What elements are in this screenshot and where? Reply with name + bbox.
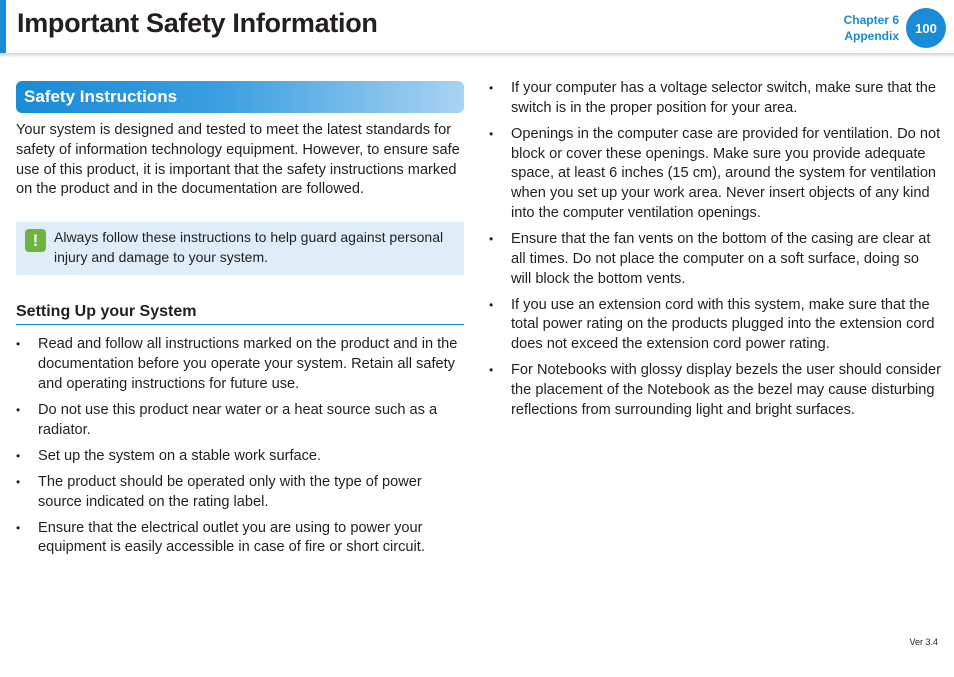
list-item: • Do not use this product near water or a heat source such as a radiator. [16, 401, 464, 441]
list-item: • If you use an extension cord with this system, make sure that the total power rating on the products plugged into the extension cord does not exceed the extension cord power rating. [489, 296, 941, 355]
header-divider [0, 53, 954, 58]
page-title: Important Safety Information [17, 8, 378, 38]
list-item: • Ensure that the electrical outlet you are using to power your equipment is easily accessible in case of fire or short circuit. [16, 519, 464, 559]
setup-list [16, 335, 464, 558]
exclamation-icon: ! [25, 229, 46, 252]
subsection-heading: Setting Up your System [16, 303, 464, 325]
chapter-number: Chapter 6 [843, 13, 899, 27]
note-text: Always follow these instructions to help guard against personal injury and damage to your system. [54, 229, 444, 265]
safety-list [489, 79, 941, 421]
version-label: Ver 3.4 [909, 637, 938, 647]
chapter-section: Appendix [844, 29, 899, 43]
intro-paragraph: Your system is designed and tested to meet the latest standards for safety of information technology equipment. However, to ensure safe use of this product, it is important that the safety instructions marked on the product and in the documentation are followed. [16, 122, 460, 198]
note-box [16, 222, 464, 275]
chapter-label [844, 12, 899, 44]
section-header [16, 81, 464, 113]
title-accent-bar [0, 0, 6, 53]
left-column [16, 81, 464, 564]
list-item: • Ensure that the fan vents on the bottom of the casing are clear at all times. Do not place the computer on a soft surface, doing so will block the bottom vents. [489, 230, 941, 289]
list-item: • The product should be operated only with the type of power source indicated on the rating label. [16, 473, 464, 513]
list-item: • For Notebooks with glossy display bezels the user should consider the placement of the Notebook as the bezel may cause disturbing reflections from surrounding light and bright surfaces. [489, 361, 941, 420]
section-title: Safety Instructions [24, 87, 178, 106]
list-item: • Openings in the computer case are provided for ventilation. Do not block or cover these openings. Make sure you provide adequate space, at least 6 inches (15 cm), around the system for ventilation when you set up your work area. Never insert objects of any kind into the computer ventilation openings. [489, 125, 941, 224]
list-item: • Set up the system on a stable work surface. [16, 447, 464, 467]
list-item: • If your computer has a voltage selector switch, make sure that the switch is in the proper position for your area. [489, 79, 941, 119]
page-number-badge: 100 [906, 8, 946, 48]
right-column [489, 79, 941, 427]
list-item: • Read and follow all instructions marked on the product and in the documentation before you operate your system. Retain all safety and operating instructions for future use. [16, 335, 464, 394]
